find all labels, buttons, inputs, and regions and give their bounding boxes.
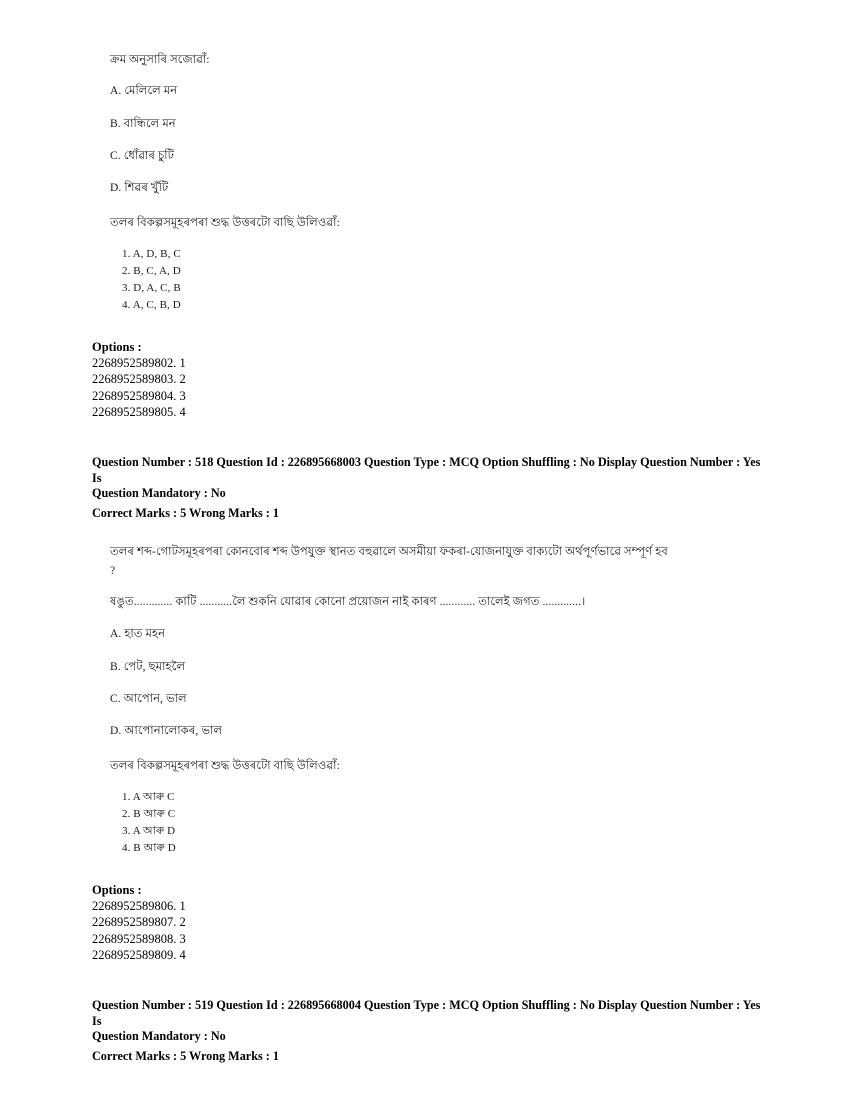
option-id: 2268952589803. 2 xyxy=(92,372,186,387)
option-id: 2268952589808. 3 xyxy=(92,931,186,946)
question-header xyxy=(92,998,762,1046)
numbered-option: 4. A, C, B, D xyxy=(122,298,181,311)
question-header-line1: Question Number : 518 Question Id : 226895668003 Question Type : MCQ Option Shuffling : No Display Question Number : Yes Is xyxy=(92,454,761,485)
numbered-option: 4. B আৰু D xyxy=(122,841,176,854)
choice-d: D. আপোনালোকৰ, ভাল xyxy=(110,725,222,738)
option-id: 2268952589809. 4 xyxy=(92,948,186,963)
choice-a: A. হাত মহন xyxy=(110,628,166,641)
options-label: Options : xyxy=(92,882,142,897)
question-header-line1: Question Number : 519 Question Id : 226895668004 Question Type : MCQ Option Shuffling : No Display Question Number : Yes Is xyxy=(92,997,761,1028)
fill-in-blank-line: ষঙুত............. কাটি ...........লৈ শুকনি যোৱাৰ কোনো প্ৰয়োজন নাই কাৰণ ............ তালেই জগত .............। xyxy=(110,596,586,609)
option-id: 2268952589802. 1 xyxy=(92,355,186,370)
question-stem-line2: ? xyxy=(110,564,116,577)
numbered-option: 2. B, C, A, D xyxy=(122,264,181,277)
numbered-option: 3. A আৰু D xyxy=(122,824,176,837)
question-block-1 xyxy=(92,52,762,421)
numbered-options-list xyxy=(92,246,762,314)
question-block-518 xyxy=(92,455,762,964)
numbered-option: 2. B আৰু C xyxy=(122,807,176,820)
question-header-line2: Question Mandatory : No xyxy=(92,486,226,501)
question-stem-line1: তলৰ শব্দ-গোটসমূহৰপৰা কোনবোৰ শব্দ উপযুক্ত স্থানত বহুৱালে অসমীয়া ফকৰা-যোজনাযুক্ত বাক্যটো অৰ্থপূৰ্ণভাৱে সম্পূৰ্ণ হব xyxy=(110,546,668,559)
option-id: 2268952589806. 1 xyxy=(92,898,186,913)
numbered-option: 1. A আৰু C xyxy=(122,790,175,803)
numbered-options-list xyxy=(92,789,762,857)
numbered-option: 3. D, A, C, B xyxy=(122,281,181,294)
choice-b: B. বান্ধিলে মন xyxy=(110,117,176,130)
choice-b: B. পেট, ছমাহলৈ xyxy=(110,660,186,673)
marks-line: Correct Marks : 5 Wrong Marks : 1 xyxy=(92,1049,279,1064)
question-header-line2: Question Mandatory : No xyxy=(92,1029,226,1044)
option-id: 2268952589804. 3 xyxy=(92,388,186,403)
question-stem: ক্ৰম অনুসাৰি সজোৱাঁ: xyxy=(110,54,210,66)
choice-a: A. মেলিলে মন xyxy=(110,85,178,98)
answer-prompt: তলৰ বিকল্পসমূহৰপৰা শুদ্ধ উত্তৰটো বাছি উলিওৱাঁ: xyxy=(110,217,340,230)
choice-d: D. শিৱৰ খুঁটি xyxy=(110,182,169,194)
question-block-519 xyxy=(92,998,762,1065)
choice-c: C. আপোন, ভাল xyxy=(110,692,187,705)
choice-c: C. ধোঁৱাৰ চুটি xyxy=(110,149,174,162)
question-header xyxy=(92,455,762,503)
question-stem xyxy=(92,543,762,580)
marks-line: Correct Marks : 5 Wrong Marks : 1 xyxy=(92,506,279,521)
options-label: Options : xyxy=(92,339,142,354)
option-id: 2268952589805. 4 xyxy=(92,405,186,420)
numbered-option: 1. A, D, B, C xyxy=(122,247,181,260)
answer-prompt: তলৰ বিকল্পসমূহৰপৰা শুদ্ধ উত্তৰটো বাছি উলিওৱাঁ: xyxy=(110,760,340,773)
option-id: 2268952589807. 2 xyxy=(92,915,186,930)
